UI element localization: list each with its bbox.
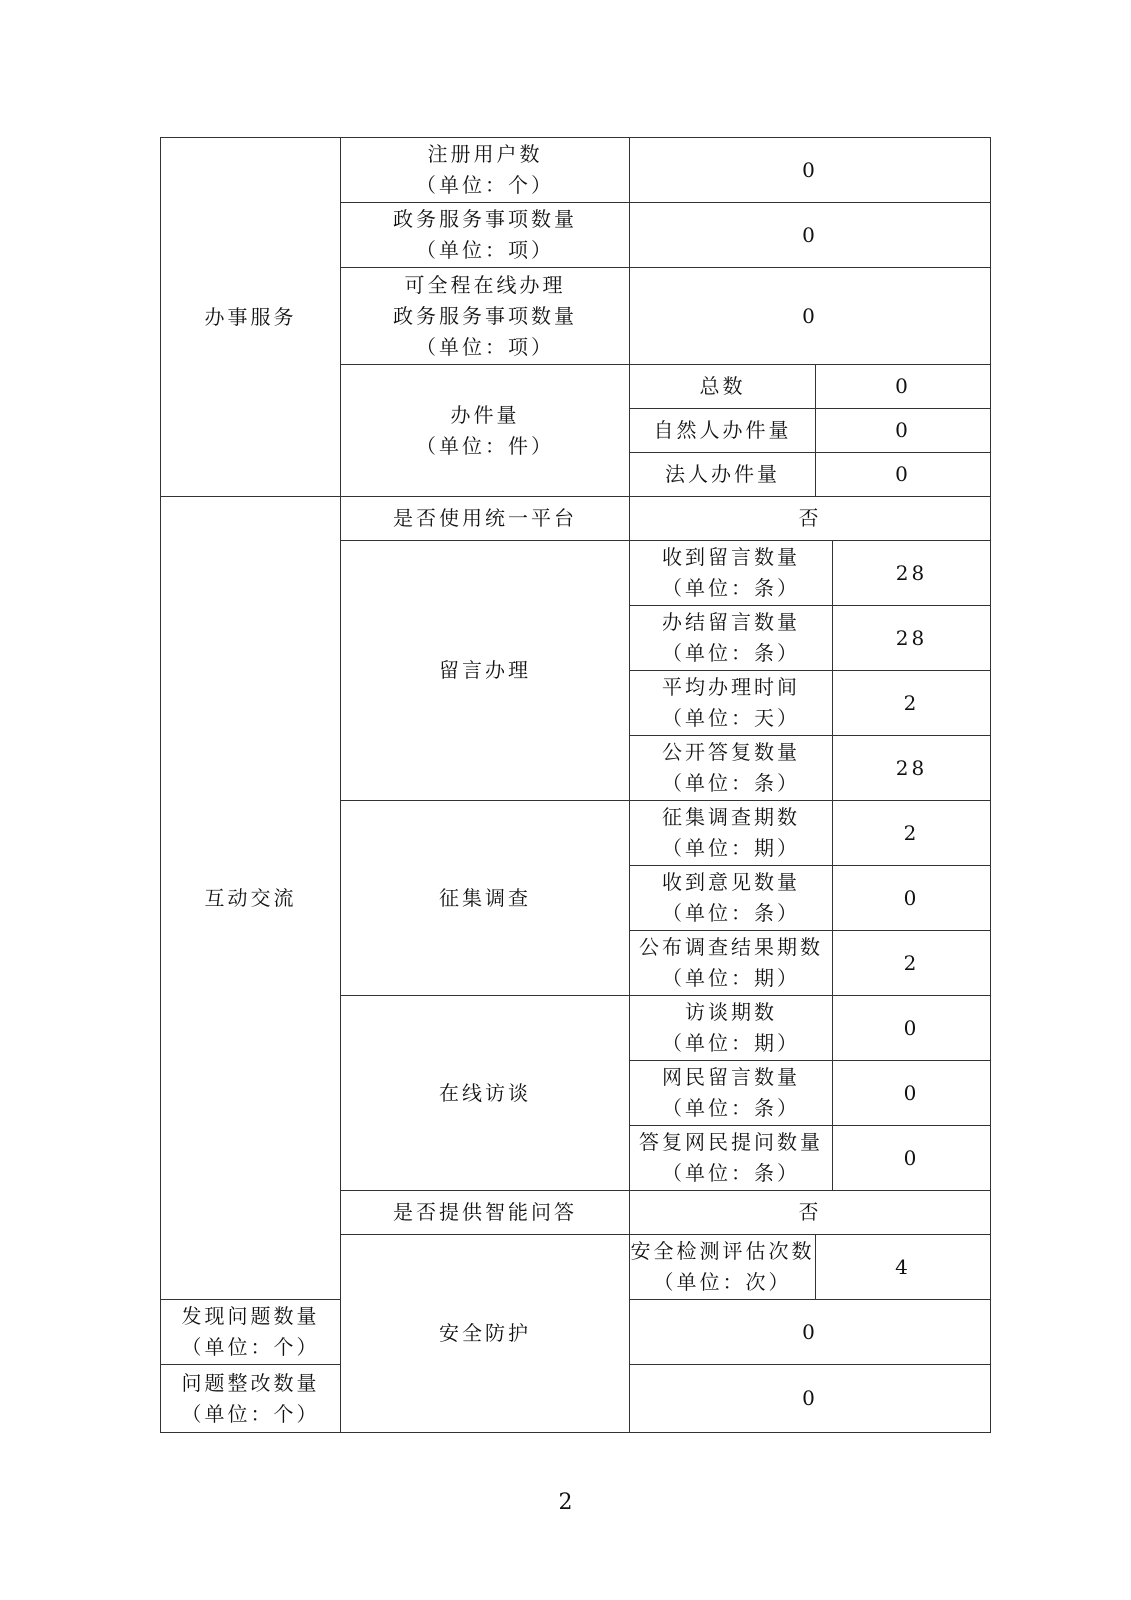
sub-label-cell: 自然人办件量 — [630, 409, 816, 453]
value-cell: 0 — [816, 453, 991, 497]
sub-label-cell: 访谈期数 （单位：期） — [630, 996, 833, 1061]
value-cell: 0 — [630, 203, 991, 268]
row-label-interview: 在线访谈 — [341, 996, 630, 1191]
row-label-security-checks: 安全检测评估次数 （单位：次） — [630, 1235, 816, 1300]
value-cell: 4 — [816, 1235, 991, 1300]
sub-label-cell: 法人办件量 — [630, 453, 816, 497]
row-label-case-volume: 办件量 （单位：件） — [341, 365, 630, 497]
value-cell: 28 — [833, 736, 991, 801]
row-label-issues-found: 发现问题数量 （单位：个） — [161, 1300, 341, 1365]
value-cell: 0 — [816, 409, 991, 453]
row-label-registered-users: 注册用户数 （单位：个） — [341, 138, 630, 203]
value-cell: 0 — [816, 365, 991, 409]
row-label-survey: 征集调查 — [341, 801, 630, 996]
value-cell: 0 — [630, 138, 991, 203]
row-label-issues-fixed: 问题整改数量 （单位：个） — [161, 1365, 341, 1433]
value-cell: 0 — [833, 996, 991, 1061]
sub-label-cell: 答复网民提问数量 （单位：条） — [630, 1126, 833, 1191]
table-row — [161, 497, 991, 541]
row-label-unified-platform: 是否使用统一平台 — [341, 497, 630, 541]
value-cell: 2 — [833, 931, 991, 996]
sub-label-cell: 征集调查期数 （单位：期） — [630, 801, 833, 866]
sub-label-cell: 公布调查结果期数 （单位：期） — [630, 931, 833, 996]
row-label-service-items: 政务服务事项数量 （单位：项） — [341, 203, 630, 268]
sub-label-cell: 网民留言数量 （单位：条） — [630, 1061, 833, 1126]
sub-label-cell: 总数 — [630, 365, 816, 409]
value-cell: 0 — [833, 1061, 991, 1126]
page-number: 2 — [558, 1490, 573, 1515]
value-cell: 0 — [833, 1126, 991, 1191]
statistics-table — [160, 137, 991, 1433]
row-label-online-service-items: 可全程在线办理 政务服务事项数量 （单位：项） — [341, 268, 630, 365]
value-cell: 0 — [630, 1365, 991, 1433]
value-cell: 0 — [630, 1300, 991, 1365]
section-label-security: 安全防护 — [341, 1235, 630, 1433]
value-cell: 28 — [833, 606, 991, 671]
table-row — [161, 138, 991, 203]
section-label-service: 办事服务 — [161, 138, 341, 497]
section-label-interaction: 互动交流 — [161, 497, 341, 1300]
value-cell: 0 — [630, 268, 991, 365]
value-cell: 28 — [833, 541, 991, 606]
sub-label-cell: 办结留言数量 （单位：条） — [630, 606, 833, 671]
value-cell: 否 — [630, 1191, 991, 1235]
sub-label-cell: 收到意见数量 （单位：条） — [630, 866, 833, 931]
sub-label-cell: 收到留言数量 （单位：条） — [630, 541, 833, 606]
sub-label-cell: 公开答复数量 （单位：条） — [630, 736, 833, 801]
value-cell: 0 — [833, 866, 991, 931]
value-cell: 否 — [630, 497, 991, 541]
sub-label-cell: 平均办理时间 （单位：天） — [630, 671, 833, 736]
row-label-messages: 留言办理 — [341, 541, 630, 801]
row-label-smart-qa: 是否提供智能问答 — [341, 1191, 630, 1235]
value-cell: 2 — [833, 671, 991, 736]
value-cell: 2 — [833, 801, 991, 866]
